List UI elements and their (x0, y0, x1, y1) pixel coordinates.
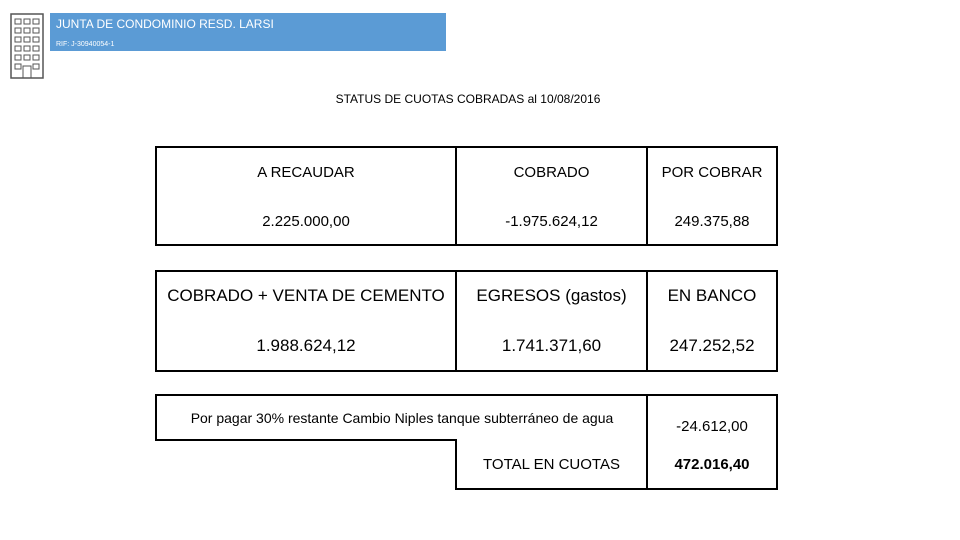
pending-payment-amount: -24.612,00 (676, 417, 748, 435)
header-cell-por-cobrar: POR COBRAR (661, 163, 763, 181)
table-border (776, 196, 778, 246)
report-title: STATUS DE CUOTAS COBRADAS al 10/08/2016 (335, 92, 601, 106)
pending-payment-description: Por pagar 30% restante Cambio Niples tanque subterráneo de agua (190, 409, 614, 426)
building-logo-icon (8, 12, 46, 80)
table-border (155, 244, 778, 246)
total-cuotas-label: TOTAL EN CUOTAS (483, 456, 620, 473)
rif-number: RIF: J-30940054-1 (56, 41, 115, 48)
total-cuotas-value: 472.016,40 (674, 456, 750, 473)
value-cell-cobrado: -1.975.624,12 (505, 212, 598, 230)
value-cell-por-cobrar: 249.375,88 (674, 212, 750, 230)
header-cell-cobrado: COBRADO (513, 163, 590, 181)
header-bar (50, 13, 446, 51)
organization-title: JUNTA DE CONDOMINIO RESD. LARSI (56, 17, 274, 31)
table-border (155, 370, 778, 372)
table-border (155, 394, 157, 441)
header-cell-en-banco: EN BANCO (667, 286, 757, 305)
value-cell-cobrado-venta-cemento: 1.988.624,12 (256, 336, 356, 355)
header-cell-egresos: EGRESOS (gastos) (476, 286, 627, 305)
value-cell-egresos: 1.741.371,60 (501, 336, 602, 355)
header-cell-cobrado-venta-cemento: COBRADO + VENTA DE CEMENTO (167, 286, 445, 305)
value-cell-en-banco: 247.252,52 (669, 336, 755, 355)
table-border (776, 270, 778, 320)
table-border (776, 320, 778, 372)
table-border (776, 394, 778, 490)
header-cell-a-recaudar: A RECAUDAR (257, 163, 355, 181)
value-cell-a-recaudar: 2.225.000,00 (262, 212, 350, 230)
table-border (455, 488, 778, 490)
table-border (155, 439, 457, 441)
table-border (776, 146, 778, 196)
